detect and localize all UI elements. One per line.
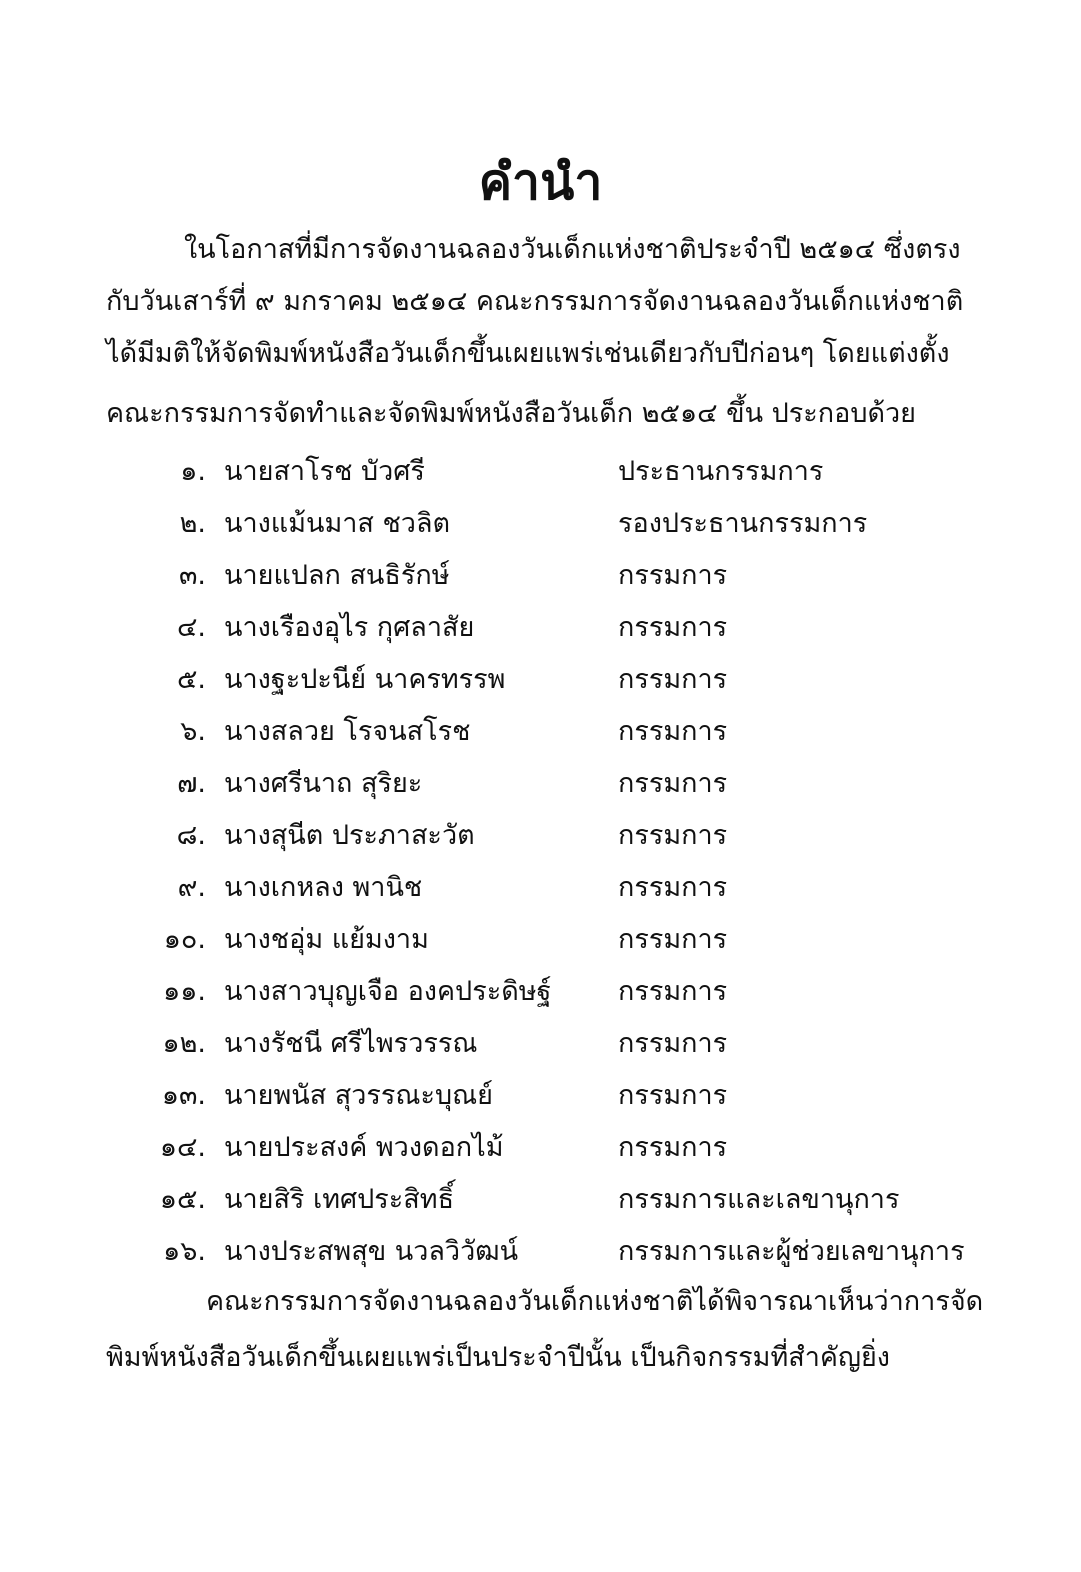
member-role: กรรมการและผู้ช่วยเลขานุการ bbox=[618, 1236, 965, 1267]
member-row bbox=[0, 868, 1081, 920]
member-name: นายสิริ เทศประสิทธิ์ bbox=[224, 1184, 455, 1215]
closing-line-1: คณะกรรมการจัดงานฉลองวันเด็กแห่งชาติได้พิจารณาเห็นว่าการจัด bbox=[206, 1286, 984, 1317]
member-row bbox=[0, 1180, 1081, 1232]
member-name: นางสลวย โรจนสโรช bbox=[224, 716, 471, 747]
member-row bbox=[0, 920, 1081, 972]
member-role: กรรมการ bbox=[618, 612, 728, 643]
member-number: ๑๑. bbox=[163, 976, 206, 1007]
member-number: ๗. bbox=[177, 768, 206, 799]
member-role: กรรมการ bbox=[618, 820, 728, 851]
member-number: ๑๕. bbox=[159, 1184, 206, 1215]
member-name: นางสุนีต ประภาสะวัต bbox=[224, 820, 475, 851]
member-row bbox=[0, 972, 1081, 1024]
member-role: กรรมการ bbox=[618, 976, 728, 1007]
member-role: ประธานกรรมการ bbox=[618, 456, 824, 487]
member-row bbox=[0, 1232, 1081, 1284]
member-role: กรรมการ bbox=[618, 716, 728, 747]
member-name: นางเรืองอุไร กุศลาสัย bbox=[224, 612, 475, 643]
member-number: ๑๐. bbox=[163, 924, 206, 955]
member-row bbox=[0, 712, 1081, 764]
member-number: ๓. bbox=[178, 560, 206, 591]
member-role: กรรมการ bbox=[618, 924, 728, 955]
member-number: ๕. bbox=[176, 664, 206, 695]
member-role: รองประธานกรรมการ bbox=[618, 508, 868, 539]
member-name: นางชอุ่ม แย้มงาม bbox=[224, 924, 429, 955]
member-role: กรรมการ bbox=[618, 1080, 728, 1111]
member-name: นายพนัส สุวรรณะบุณย์ bbox=[224, 1080, 493, 1111]
member-number: ๑๓. bbox=[161, 1080, 206, 1111]
member-role: กรรมการ bbox=[618, 768, 728, 799]
member-name: นายประสงค์ พวงดอกไม้ bbox=[224, 1132, 504, 1163]
member-number: ๒. bbox=[179, 508, 206, 539]
member-number: ๖. bbox=[180, 716, 206, 747]
member-name: นางสาวบุญเจือ องคประดิษฐ์ bbox=[224, 976, 552, 1007]
member-row bbox=[0, 452, 1081, 504]
intro-line-4: คณะกรรมการจัดทำและจัดพิมพ์หนังสือวันเด็ก ๒๕๑๔ ขึ้น ประกอบด้วย bbox=[106, 398, 916, 429]
member-name: นางประสพสุข นวลวิวัฒน์ bbox=[224, 1236, 519, 1267]
member-role: กรรมการ bbox=[618, 664, 728, 695]
member-number: ๑๖. bbox=[163, 1236, 206, 1267]
intro-line-1: ในโอกาสที่มีการจัดงานฉลองวันเด็กแห่งชาติประจำปี ๒๕๑๔ ซึ่งตรง bbox=[184, 234, 961, 265]
member-role: กรรมการ bbox=[618, 560, 728, 591]
member-name: นางแม้นมาส ชวลิต bbox=[224, 508, 451, 539]
member-number: ๙. bbox=[177, 872, 206, 903]
member-number: ๑๒. bbox=[162, 1028, 206, 1059]
member-name: นางศรีนาถ สุริยะ bbox=[224, 768, 423, 799]
member-number: ๔. bbox=[176, 612, 206, 643]
closing-line-2: พิมพ์หนังสือวันเด็กขึ้นเผยแพร่เป็นประจำปีนั้น เป็นกิจกรรมที่สำคัญยิ่ง bbox=[106, 1342, 890, 1373]
intro-line-3: ได้มีมติให้จัดพิมพ์หนังสือวันเด็กขึ้นเผยแพร่เช่นเดียวกับปีก่อนๆ โดยแต่งตั้ง bbox=[106, 338, 950, 369]
member-name: นายแปลก สนธิรักษ์ bbox=[224, 560, 450, 591]
member-row bbox=[0, 1076, 1081, 1128]
member-name: นางรัชนี ศรีไพรวรรณ bbox=[224, 1028, 478, 1059]
member-role: กรรมการและเลขานุการ bbox=[618, 1184, 900, 1215]
member-number: ๑. bbox=[180, 456, 206, 487]
member-row bbox=[0, 1128, 1081, 1180]
member-name: นายสาโรช บัวศรี bbox=[224, 456, 425, 487]
member-role: กรรมการ bbox=[618, 1132, 728, 1163]
member-row bbox=[0, 556, 1081, 608]
member-row bbox=[0, 764, 1081, 816]
member-row bbox=[0, 660, 1081, 712]
document-title: คำนำ bbox=[478, 153, 603, 211]
member-number: ๑๔. bbox=[159, 1132, 206, 1163]
member-number: ๘. bbox=[176, 820, 206, 851]
member-name: นางเกหลง พานิช bbox=[224, 872, 423, 903]
member-row bbox=[0, 816, 1081, 868]
committee-member-list bbox=[0, 452, 1081, 1284]
member-role: กรรมการ bbox=[618, 1028, 728, 1059]
intro-line-2: กับวันเสาร์ที่ ๙ มกราคม ๒๕๑๔ คณะกรรมการจัดงานฉลองวันเด็กแห่งชาติ bbox=[106, 286, 964, 317]
member-role: กรรมการ bbox=[618, 872, 728, 903]
member-row bbox=[0, 504, 1081, 556]
member-name: นางฐะปะนีย์ นาครทรรพ bbox=[224, 664, 506, 695]
member-row bbox=[0, 608, 1081, 660]
member-row bbox=[0, 1024, 1081, 1076]
